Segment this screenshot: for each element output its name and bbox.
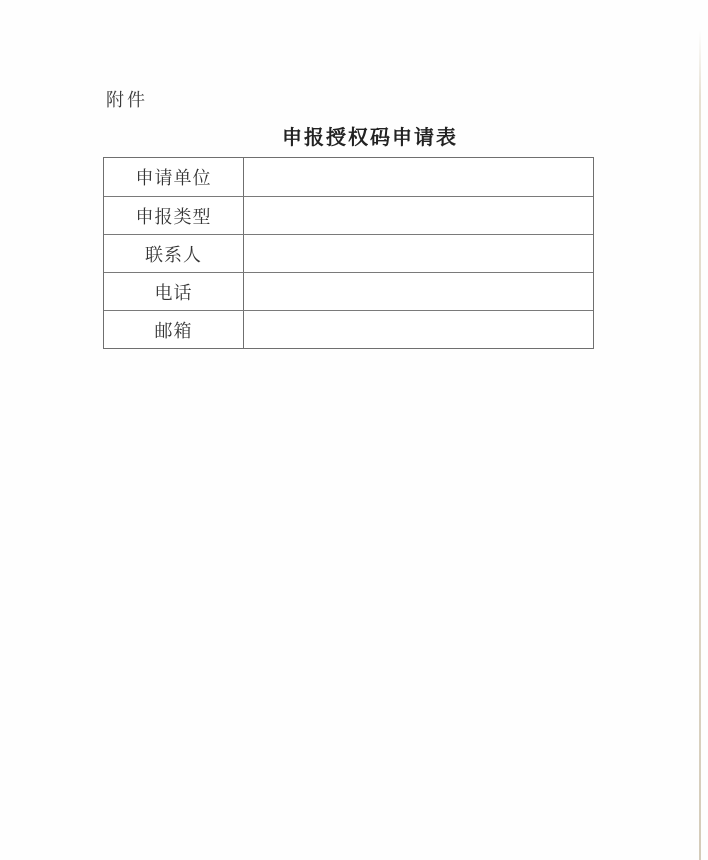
row-declaration-type — [104, 196, 593, 234]
attachment-label: 附件 — [106, 90, 148, 110]
row-applying-unit — [104, 158, 593, 196]
row-phone — [104, 272, 593, 310]
declaration-type-value-cell — [244, 197, 593, 234]
applying-unit-label: 申请单位 — [104, 158, 244, 196]
contact-person-label: 联系人 — [104, 235, 244, 272]
phone-label: 电话 — [104, 273, 244, 310]
declaration-type-label: 申报类型 — [104, 197, 244, 234]
application-form-table — [103, 157, 594, 349]
email-value-cell — [244, 311, 593, 348]
phone-value-cell — [244, 273, 593, 310]
contact-person-value-cell — [244, 235, 593, 272]
row-email — [104, 310, 593, 348]
page-title: 申报授权码申请表 — [282, 127, 458, 149]
applying-unit-value-cell — [244, 158, 593, 196]
email-label: 邮箱 — [104, 311, 244, 348]
scanner-page-edge — [699, 30, 701, 860]
row-contact-person — [104, 234, 593, 272]
